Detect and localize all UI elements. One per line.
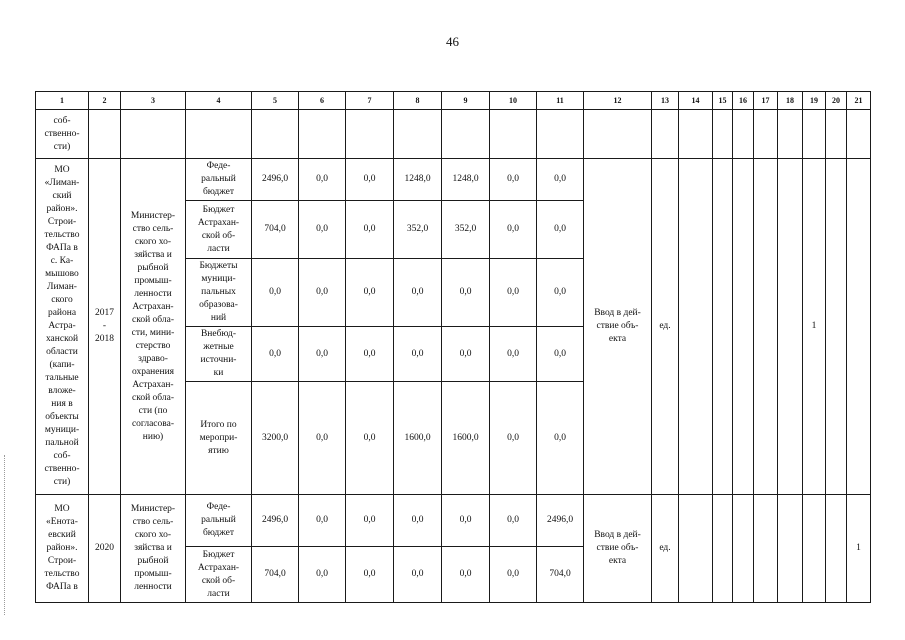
- value-cell: 0,0: [537, 201, 584, 259]
- value-cell: 0,0: [537, 327, 584, 382]
- funding-source: Феде- ральный бюджет: [186, 495, 252, 547]
- column-number: 2: [89, 92, 121, 110]
- column-number: 8: [394, 92, 442, 110]
- column-number: 10: [490, 92, 537, 110]
- value-cell: 0,0: [346, 495, 394, 547]
- value-cell: 1600,0: [442, 382, 490, 495]
- value-cell: 704,0: [252, 547, 299, 603]
- value-cell: 0,0: [490, 201, 537, 259]
- column-number: 13: [652, 92, 679, 110]
- funding-source: Бюджет Астрахан- ской об- ласти: [186, 547, 252, 603]
- value-cell: 0,0: [346, 259, 394, 327]
- value-cell: 1248,0: [442, 159, 490, 201]
- value-cell: 352,0: [442, 201, 490, 259]
- value-cell: 0,0: [537, 159, 584, 201]
- project1-indicator: Ввод в дей- ствие объ- екта: [584, 159, 652, 495]
- column-number-row: [36, 92, 871, 110]
- column-number: 12: [584, 92, 652, 110]
- project2-indicator: Ввод в дей- ствие объ- екта: [584, 495, 652, 603]
- value-cell: 0,0: [394, 259, 442, 327]
- value-cell: 2496,0: [252, 495, 299, 547]
- value-cell: 704,0: [537, 547, 584, 603]
- value-cell: 0,0: [299, 201, 346, 259]
- value-cell: 0,0: [346, 382, 394, 495]
- column-number: 17: [754, 92, 778, 110]
- value-cell: 0,0: [299, 547, 346, 603]
- project2-period: 2020: [89, 495, 121, 603]
- funding-source: Бюджет Астрахан- ской об- ласти: [186, 201, 252, 259]
- column-number: 9: [442, 92, 490, 110]
- value-cell: 0,0: [346, 159, 394, 201]
- value-cell: 0,0: [490, 259, 537, 327]
- value-cell: 0,0: [299, 382, 346, 495]
- page-number: 46: [446, 34, 459, 49]
- column-number: 5: [252, 92, 299, 110]
- value-cell: 1600,0: [394, 382, 442, 495]
- continued-text: соб- ственно- сти): [36, 110, 89, 159]
- value-cell: 2496,0: [537, 495, 584, 547]
- column-number: 14: [679, 92, 713, 110]
- value-cell: 0,0: [442, 259, 490, 327]
- value-cell: 0,0: [346, 547, 394, 603]
- value-cell: 0,0: [394, 327, 442, 382]
- value-cell: 0,0: [490, 547, 537, 603]
- column-number: 1: [36, 92, 89, 110]
- project2-col21-value: 1: [847, 495, 871, 603]
- funding-source: Феде- ральный бюджет: [186, 159, 252, 201]
- column-number: 7: [346, 92, 394, 110]
- value-cell: 0,0: [346, 327, 394, 382]
- value-cell: 0,0: [252, 259, 299, 327]
- value-cell: 3200,0: [252, 382, 299, 495]
- column-number: 15: [713, 92, 733, 110]
- project1-col19-value: 1: [803, 159, 826, 495]
- project2-row-federal: [36, 495, 871, 547]
- column-number: 11: [537, 92, 584, 110]
- value-cell: 0,0: [490, 495, 537, 547]
- value-cell: 2496,0: [252, 159, 299, 201]
- value-cell: 0,0: [252, 327, 299, 382]
- value-cell: 0,0: [299, 495, 346, 547]
- column-number: 18: [778, 92, 803, 110]
- column-number: 19: [803, 92, 826, 110]
- value-cell: 0,0: [442, 547, 490, 603]
- value-cell: 0,0: [537, 382, 584, 495]
- value-cell: 352,0: [394, 201, 442, 259]
- value-cell: 0,0: [299, 159, 346, 201]
- column-number: 16: [733, 92, 754, 110]
- column-number: 20: [826, 92, 847, 110]
- project2-unit: ед.: [652, 495, 679, 603]
- funding-source: Бюджеты муници- пальных образова- ний: [186, 259, 252, 327]
- value-cell: 704,0: [252, 201, 299, 259]
- value-cell: 0,0: [299, 327, 346, 382]
- project1-unit: ед.: [652, 159, 679, 495]
- margin-marks: [4, 455, 7, 615]
- value-cell: 0,0: [394, 547, 442, 603]
- project1-period: 2017 - 2018: [89, 159, 121, 495]
- project1-executor: Министер- ство сель- ского хо- зяйства и рыбной промыш- ленности Астрахан- ской обла- сти, мини- стерство здраво- охранения Астрахан- ской обла- сти (по согласова- нию): [121, 159, 186, 495]
- funding-source: Итого по меропри- ятию: [186, 382, 252, 495]
- column-number: 3: [121, 92, 186, 110]
- value-cell: 0,0: [394, 495, 442, 547]
- column-number: 21: [847, 92, 871, 110]
- value-cell: 0,0: [442, 327, 490, 382]
- value-cell: 0,0: [490, 327, 537, 382]
- project1-row-federal: [36, 159, 871, 201]
- value-cell: 0,0: [490, 382, 537, 495]
- continuation-row: [36, 110, 871, 159]
- value-cell: 0,0: [537, 259, 584, 327]
- column-number: 6: [299, 92, 346, 110]
- value-cell: 0,0: [442, 495, 490, 547]
- project2-executor: Министер- ство сель- ского хо- зяйства и рыбной промыш- ленности: [121, 495, 186, 603]
- value-cell: 0,0: [299, 259, 346, 327]
- value-cell: 1248,0: [394, 159, 442, 201]
- project2-title: МО «Енота- евский район». Строи- тельство ФАПа в: [36, 495, 89, 603]
- column-number: 4: [186, 92, 252, 110]
- value-cell: 0,0: [490, 159, 537, 201]
- funding-source: Внебюд- жетные источни- ки: [186, 327, 252, 382]
- project1-title: МО «Лиман- ский район». Строи- тельство ФАПа в с. Ка- мышово Лиман- ского района Астра- ханской области (капи- тальные вложе- ния в объекты муници- пальной соб- ственно- сти): [36, 159, 89, 495]
- budget-table: [35, 91, 871, 603]
- value-cell: 0,0: [346, 201, 394, 259]
